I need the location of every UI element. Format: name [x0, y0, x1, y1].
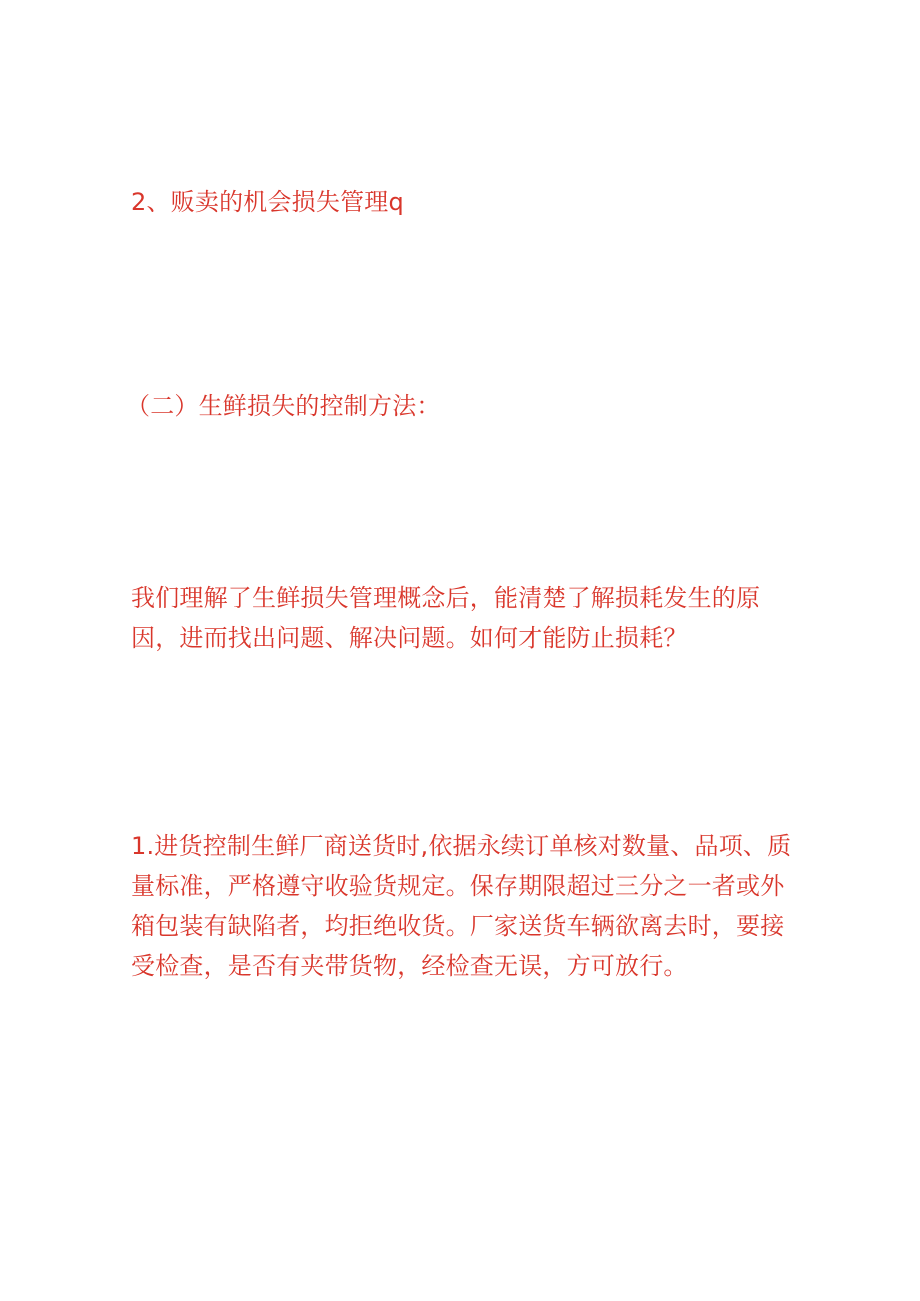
section-heading: 2、贩卖的机会损失管理q [131, 188, 404, 216]
control-paragraph: 1.进货控制生鲜厂商送货时,依据永续订单核对数量、品项、质量标准，严格遵守收验货规定。保存期限超过三分之一者或外箱包装有缺陷者，均拒绝收货。厂家送货车辆欲离去时，要接受检查，是否有夹带货物，经检查无误，方可放行。 [131, 832, 792, 980]
intro-paragraph: 我们理解了生鲜损失管理概念后，能清楚了解损耗发生的原因，进而找出问题、解决问题。如何才能防止损耗？ [131, 584, 761, 652]
subheading: （二）生鲜损失的控制方法： [126, 392, 441, 420]
